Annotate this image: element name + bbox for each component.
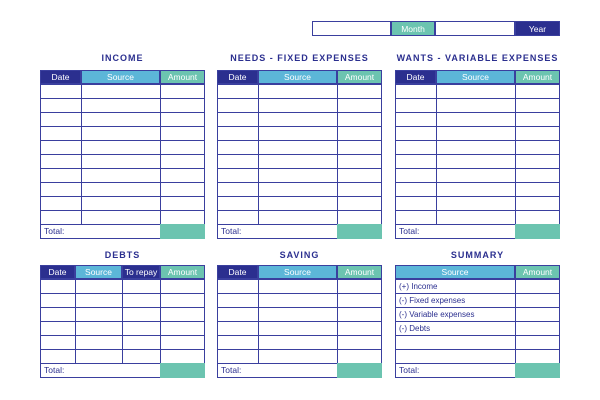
income-row-line xyxy=(40,112,205,113)
summary-row-line xyxy=(395,321,560,322)
saving-row-line xyxy=(217,335,382,336)
year-label: Year xyxy=(515,21,560,36)
needs-col-amount: Amount xyxy=(337,70,382,84)
saving-total-amount[interactable] xyxy=(337,363,382,378)
needs-total-label: Total: xyxy=(221,226,242,236)
income-total-amount[interactable] xyxy=(160,224,205,239)
wants-total-label: Total: xyxy=(399,226,420,236)
saving-row-line xyxy=(217,293,382,294)
needs-col-source: Source xyxy=(258,70,337,84)
debts-total-amount[interactable] xyxy=(160,363,205,378)
income-row-line xyxy=(40,182,205,183)
needs-grid[interactable] xyxy=(217,84,382,239)
income-row-line xyxy=(40,168,205,169)
saving-row-line xyxy=(217,307,382,308)
saving-total-label: Total: xyxy=(221,365,242,375)
summary-row-line xyxy=(395,307,560,308)
income-row-line xyxy=(40,140,205,141)
needs-row-line xyxy=(217,126,382,127)
saving-row-line xyxy=(217,321,382,322)
saving-row-line xyxy=(217,349,382,350)
needs-row-line xyxy=(217,210,382,211)
summary-row-line xyxy=(395,335,560,336)
needs-row-line xyxy=(217,168,382,169)
income-total-label: Total: xyxy=(44,226,65,236)
wants-row-line xyxy=(395,112,560,113)
saving-col-amount: Amount xyxy=(337,265,382,279)
needs-col-date: Date xyxy=(217,70,258,84)
wants-title: WANTS - VARIABLE EXPENSES xyxy=(396,53,559,63)
month-input[interactable] xyxy=(312,21,391,36)
debts-row-line xyxy=(40,293,205,294)
summary-item-debts: (-) Debts xyxy=(399,324,431,333)
saving-col-date: Date xyxy=(217,265,258,279)
summary-total-amount[interactable] xyxy=(515,363,560,378)
wants-col-source: Source xyxy=(436,70,515,84)
wants-row-line xyxy=(395,126,560,127)
summary-row-line xyxy=(395,293,560,294)
income-row-line xyxy=(40,154,205,155)
needs-row-line xyxy=(217,140,382,141)
income-row-line xyxy=(40,98,205,99)
month-label: Month xyxy=(391,21,435,36)
summary-item-fixed: (-) Fixed expenses xyxy=(399,296,466,305)
debts-col-date: Date xyxy=(40,265,75,279)
wants-row-line xyxy=(395,196,560,197)
summary-item-income: (+) Income xyxy=(399,282,438,291)
summary-total-label: Total: xyxy=(399,365,420,375)
needs-row-line xyxy=(217,196,382,197)
summary-col-source: Source xyxy=(395,265,515,279)
debts-col-amount: Amount xyxy=(160,265,205,279)
income-title: INCOME xyxy=(101,53,144,63)
wants-row-line xyxy=(395,98,560,99)
wants-col-date: Date xyxy=(395,70,436,84)
year-input[interactable] xyxy=(435,21,515,36)
debts-col-repay: To repay xyxy=(122,265,160,279)
income-col-date: Date xyxy=(40,70,81,84)
wants-row-line xyxy=(395,154,560,155)
saving-col-source: Source xyxy=(258,265,337,279)
debts-row-line xyxy=(40,335,205,336)
summary-item-variable: (-) Variable expenses xyxy=(399,310,475,319)
debts-row-line xyxy=(40,307,205,308)
income-row-line xyxy=(40,196,205,197)
needs-row-line xyxy=(217,112,382,113)
summary-row-line xyxy=(395,349,560,350)
needs-title: NEEDS - FIXED EXPENSES xyxy=(230,53,369,63)
summary-title: SUMMARY xyxy=(450,250,505,260)
wants-row-line xyxy=(395,182,560,183)
wants-col-amount: Amount xyxy=(515,70,560,84)
wants-row-line xyxy=(395,140,560,141)
needs-row-line xyxy=(217,154,382,155)
debts-col-source: Source xyxy=(75,265,122,279)
debts-row-line xyxy=(40,349,205,350)
wants-row-line xyxy=(395,210,560,211)
saving-title: SAVING xyxy=(279,250,320,260)
income-grid[interactable] xyxy=(40,84,205,239)
wants-row-line xyxy=(395,168,560,169)
income-row-line xyxy=(40,210,205,211)
wants-total-amount[interactable] xyxy=(515,224,560,239)
debts-row-line xyxy=(40,321,205,322)
debts-title: DEBTS xyxy=(104,250,141,260)
summary-col-amount: Amount xyxy=(515,265,560,279)
income-row-line xyxy=(40,126,205,127)
income-col-amount: Amount xyxy=(160,70,205,84)
needs-row-line xyxy=(217,98,382,99)
income-col-source: Source xyxy=(81,70,160,84)
needs-row-line xyxy=(217,182,382,183)
needs-total-amount[interactable] xyxy=(337,224,382,239)
wants-grid[interactable] xyxy=(395,84,560,239)
debts-total-label: Total: xyxy=(44,365,65,375)
